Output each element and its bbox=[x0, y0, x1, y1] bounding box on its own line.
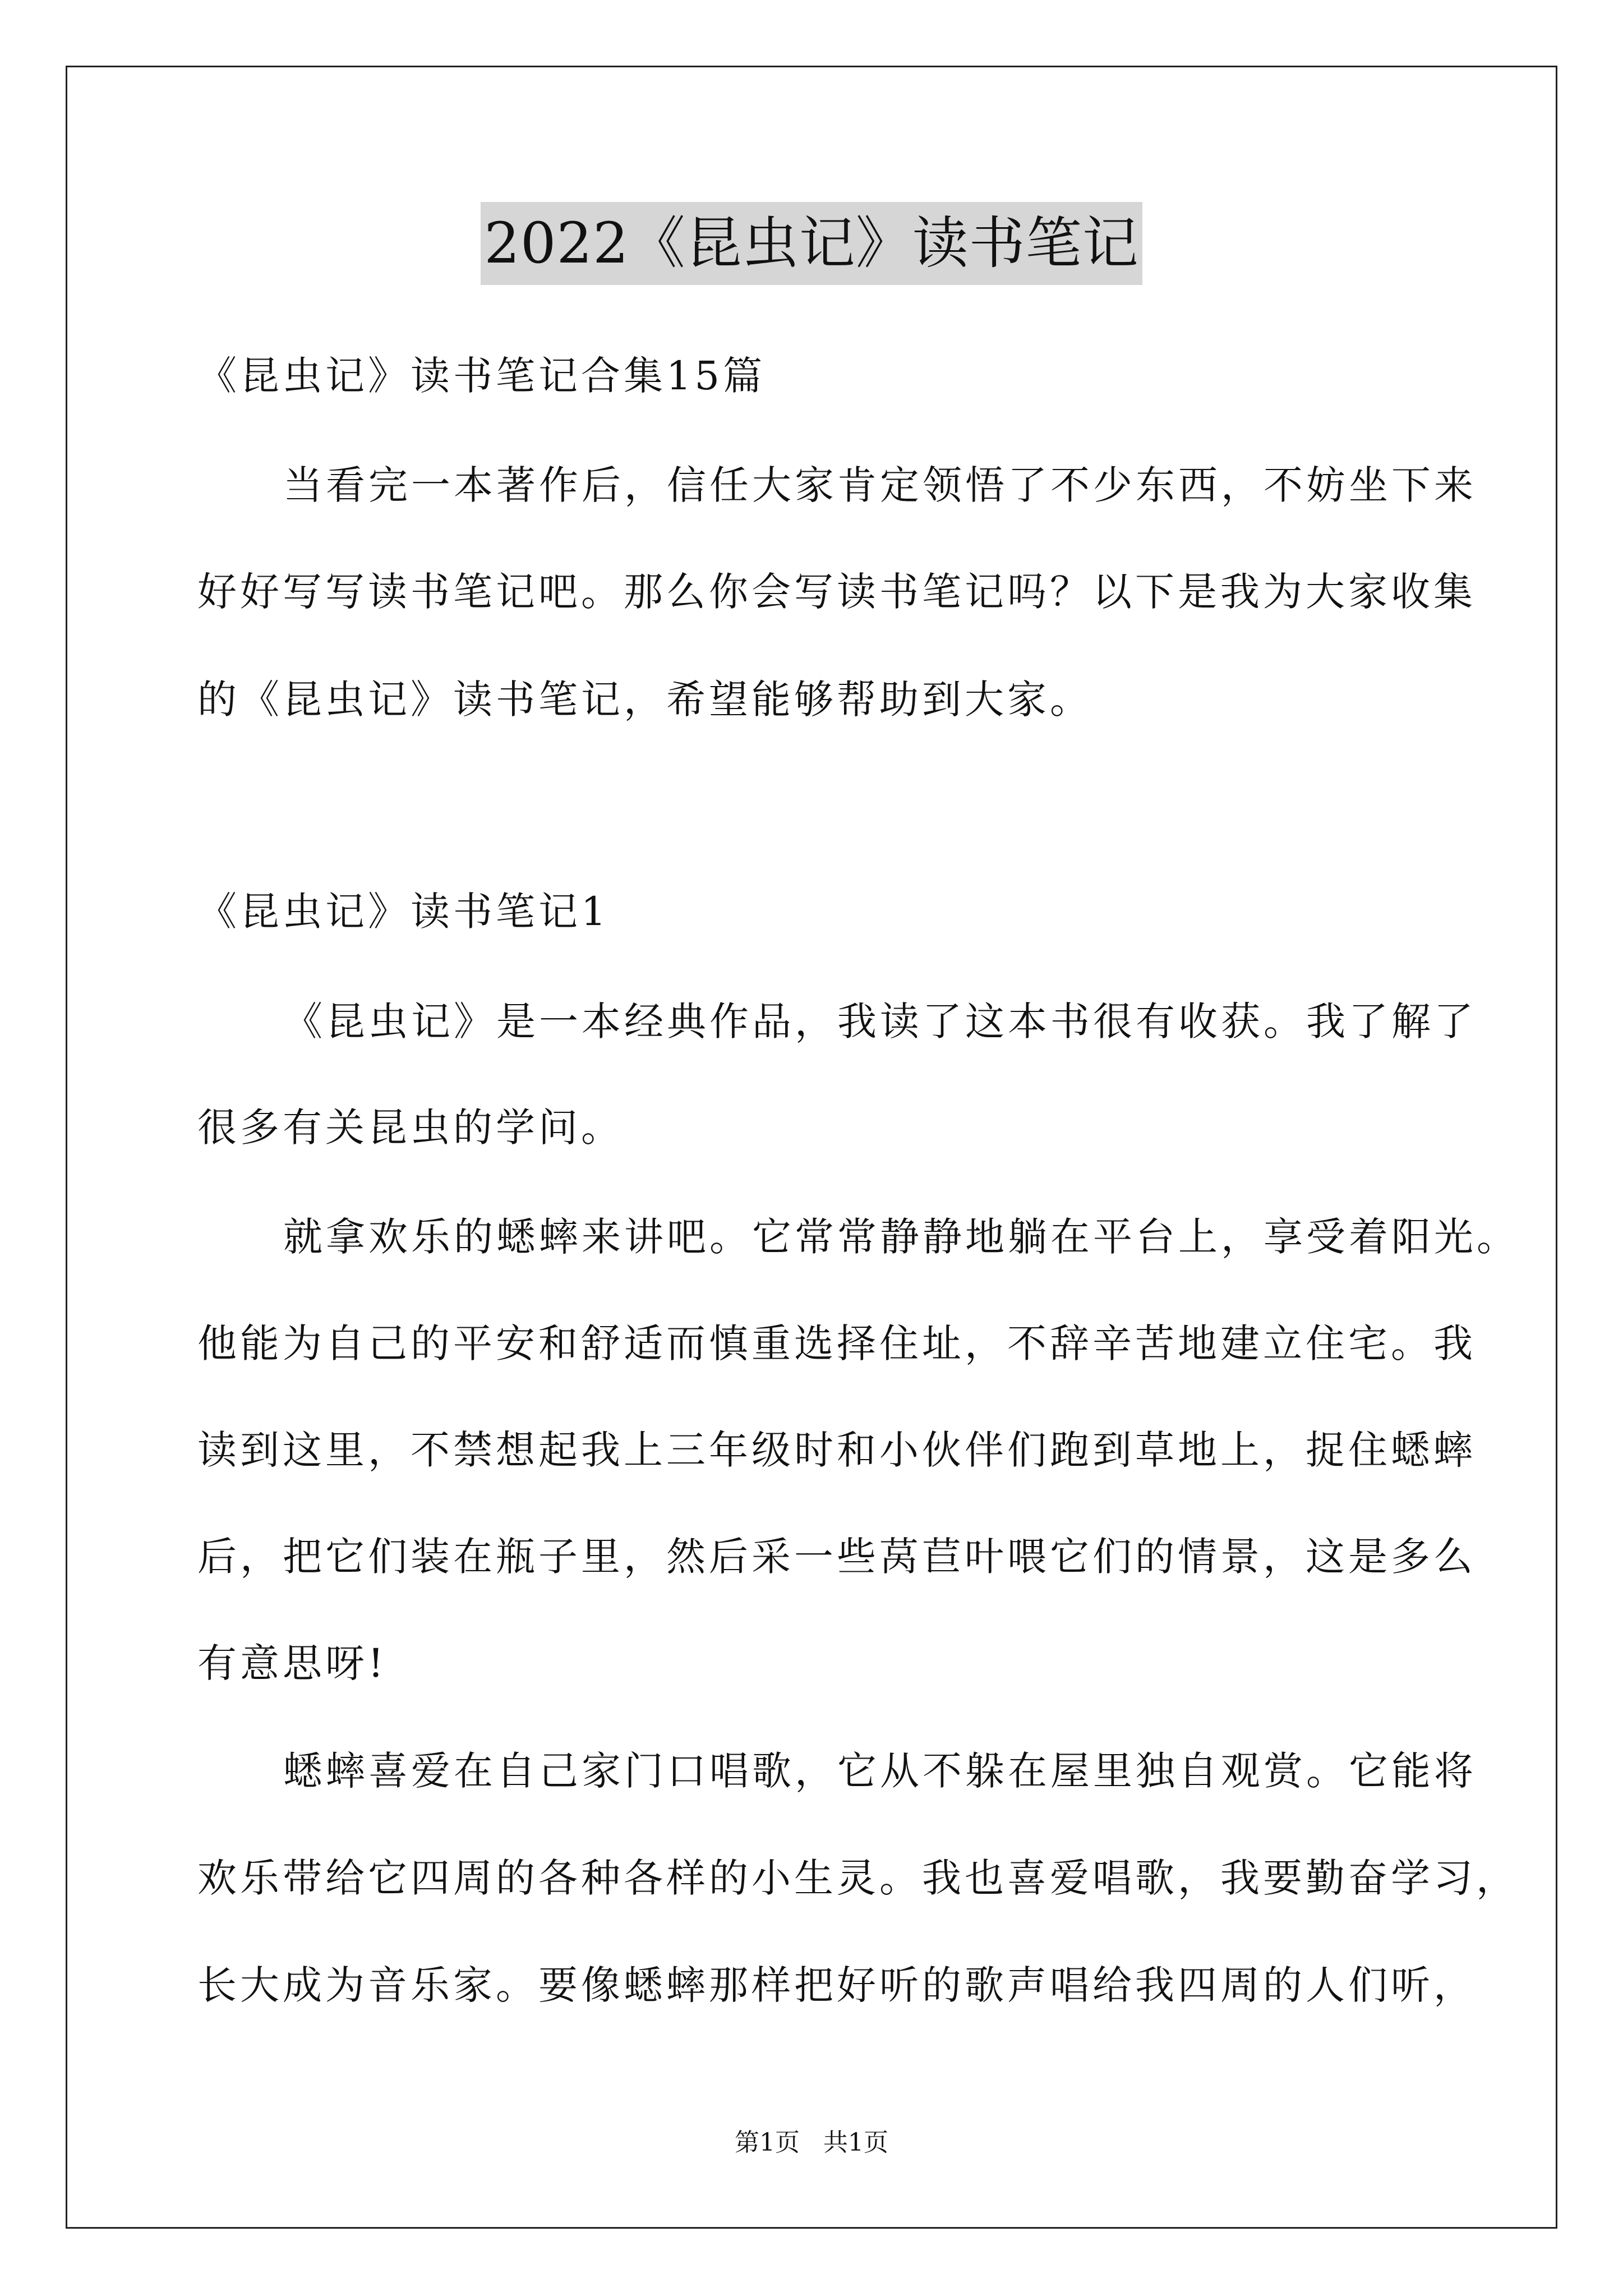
paragraph3-line-3: 长大成为音乐家。要像蟋蟀那样把好听的歌声唱给我四周的人们听， bbox=[197, 1962, 1476, 2008]
paragraph3-line-2: 欢乐带给它四周的各种各样的小生灵。我也喜爱唱歌，我要勤奋学习， bbox=[197, 1855, 1519, 1901]
section-heading: 《昆虫记》读书笔记1 bbox=[197, 889, 610, 935]
intro-line-2: 好好写写读书笔记吧。那么你会写读书笔记吗？以下是我为大家收集 bbox=[197, 569, 1476, 615]
paragraph2-line-5: 有意思呀! bbox=[197, 1640, 388, 1686]
paragraph2-line-4: 后，把它们装在瓶子里，然后采一些莴苣叶喂它们的情景，这是多么 bbox=[197, 1534, 1476, 1580]
title-block bbox=[0, 202, 1623, 285]
page-footer: 第1页 共1页 bbox=[735, 2128, 888, 2157]
paragraph2-line-1: 就拿欢乐的蟋蟀来讲吧。它常常静静地躺在平台上，享受着阳光。 bbox=[283, 1214, 1519, 1260]
document-title: 2022《昆虫记》读书笔记 bbox=[481, 202, 1142, 285]
paragraph2-line-3: 读到这里，不禁想起我上三年级时和小伙伴们跑到草地上，捉住蟋蟀 bbox=[197, 1427, 1476, 1473]
paragraph3-line-1: 蟋蟀喜爱在自己家门口唱歌，它从不躲在屋里独自观赏。它能将 bbox=[283, 1748, 1477, 1794]
paragraph2-line-2: 他能为自己的平安和舒适而慎重选择住址，不辞辛苦地建立住宅。我 bbox=[197, 1320, 1476, 1366]
paragraph1-line-1: 《昆虫记》是一本经典作品，我读了这本书很有收获。我了解了 bbox=[283, 999, 1477, 1045]
intro-line-3: 的《昆虫记》读书笔记，希望能够帮助到大家。 bbox=[197, 677, 1092, 723]
intro-line-1: 当看完一本著作后，信任大家肯定领悟了不少东西，不妨坐下来 bbox=[283, 462, 1477, 508]
document-subtitle: 《昆虫记》读书笔记合集15篇 bbox=[197, 353, 766, 399]
paragraph1-line-2: 很多有关昆虫的学问。 bbox=[197, 1105, 624, 1151]
